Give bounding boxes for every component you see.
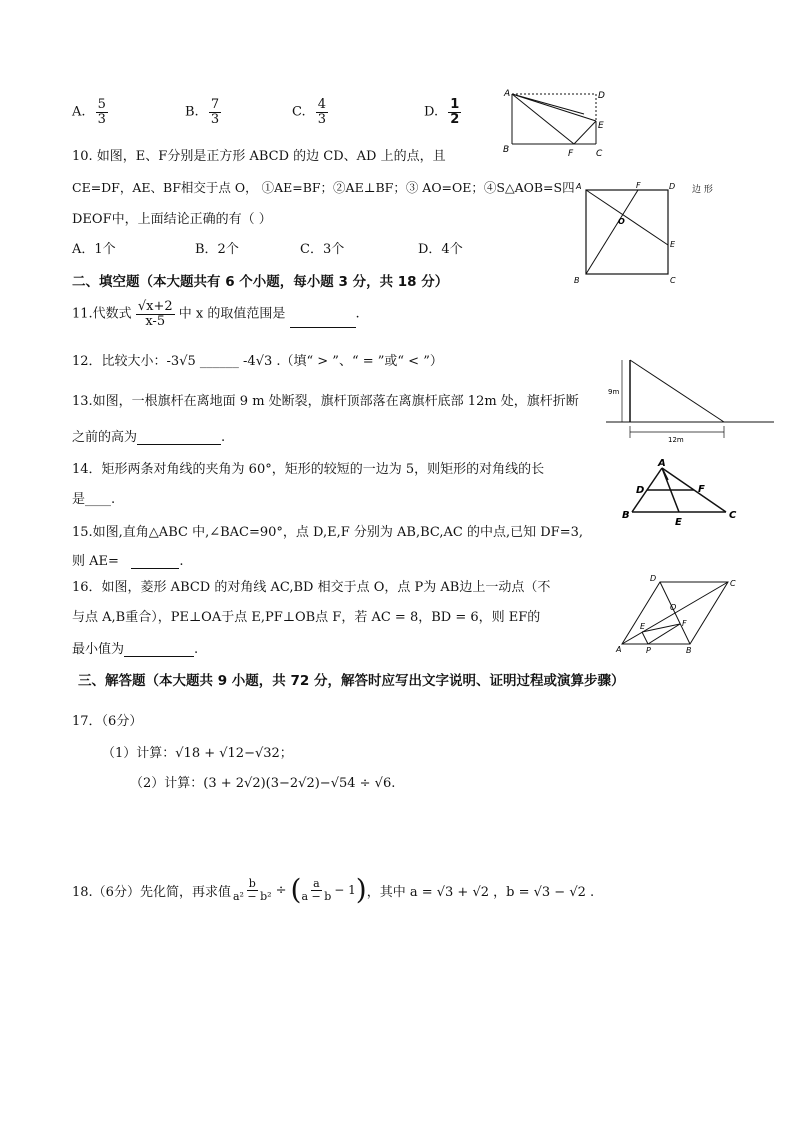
- svg-text:F: F: [698, 484, 705, 495]
- q16-line-2: 与点 A,B重合），PE⊥OA于点 E,PF⊥OB点 F，若 AC = 8，BD = 6，则 EF的: [72, 610, 541, 625]
- svg-text:E: E: [598, 121, 604, 131]
- svg-text:E: E: [640, 622, 646, 631]
- q10-choice-c: C．3个: [300, 242, 345, 257]
- q9-figure: [500, 86, 610, 158]
- q18: 18.（6分）先化简，再求值 $\frac{b}{\text{a² − b²}}$ ÷ ( $\frac{a}{a - b}$ − 1 ) ，其中 a = √3 + √2 ，b = √3 − √2 .: [72, 873, 595, 906]
- svg-text:A: A: [576, 182, 582, 191]
- q13-line-2: 之前的高为 .: [72, 430, 226, 445]
- svg-text:B: B: [503, 145, 510, 155]
- svg-text:C: C: [729, 510, 737, 521]
- section-3-heading: 三、解答题（本大题共 9 小题，共 72 分，解答时应写出文字说明、证明过程或演算步骤）: [78, 673, 625, 689]
- q9-option-a: A. $\frac{5}{3}$: [72, 97, 106, 127]
- svg-text:O: O: [618, 217, 625, 226]
- svg-text:B: B: [622, 510, 630, 521]
- svg-text:F: F: [568, 149, 574, 158]
- q16-figure: [614, 574, 742, 654]
- svg-text:C: C: [670, 276, 676, 285]
- q10-line-2: CE=DF，AE、BF相交于点 O， ①AE=BF；②AE⊥BF；③ AO=OE；④S△AOB=S四: [72, 180, 575, 195]
- q17-heading: 17．（6分）: [72, 714, 143, 729]
- svg-text:B: B: [686, 646, 692, 654]
- svg-text:A: A: [658, 458, 666, 469]
- q13-figure: [606, 354, 776, 444]
- section-2-heading: 二、填空题（本大题共有 6 个小题，每小题 3 分，共 18 分）: [72, 274, 449, 290]
- svg-text:F: F: [682, 619, 687, 628]
- svg-text:O: O: [670, 603, 677, 612]
- q10-figure: [570, 180, 682, 288]
- svg-text:9m: 9m: [608, 388, 620, 396]
- q9-option-b: B. $\frac{7}{3}$: [185, 97, 220, 127]
- q15-line-2: 则 AE= .: [72, 554, 184, 569]
- svg-text:A: A: [616, 645, 622, 654]
- q10-choice-d: D．4个: [418, 242, 463, 257]
- q10-choice-a: A．1个: [72, 242, 116, 257]
- q14-line-2: 是____.: [72, 492, 116, 507]
- q17-part-1: （1）计算：√18 + √12−√32；: [102, 746, 293, 761]
- q9-option-c: C. $\frac{4}{3}$: [292, 97, 327, 127]
- q9-option-d: D. $\frac{1}{2}$: [424, 97, 460, 127]
- q13-line-1: 13.如图，一根旗杆在离地面 9 m 处断裂，旗杆顶部落在离旗杆底部 12m 处，旗杆折断: [72, 394, 579, 409]
- q17-part-2: （2）计算：(3 + 2√2)(3−2√2)−√54 ÷ √6.: [130, 776, 396, 791]
- svg-text:12m: 12m: [668, 436, 684, 444]
- q15-line-1: 15.如图,直角△ABC 中,∠BAC=90°，点 D,E,F 分别为 AB,BC,AC 的中点,已知 DF=3,: [72, 525, 583, 540]
- svg-text:F: F: [636, 181, 641, 190]
- svg-text:D: D: [598, 91, 605, 101]
- svg-text:D: D: [669, 182, 676, 191]
- q16-line-3: 最小值为 .: [72, 642, 199, 657]
- svg-text:D: D: [636, 485, 645, 496]
- q11: 11.代数式 $\frac{√x+2}{x-5}$ 中 x 的取值范围是 .: [72, 299, 360, 329]
- svg-text:E: E: [670, 240, 676, 249]
- q14-line-1: 14．矩形两条对角线的夹角为 60°，矩形的较短的一边为 5，则矩形的对角线的长: [72, 462, 545, 477]
- q10-line-3: DEOF中，上面结论正确的有（ ）: [72, 212, 272, 227]
- q12: 12．比较大小：-3√5 ______ -4√3 .（填“ > ”、“ = ”或“ < ”）: [72, 354, 443, 369]
- svg-text:A: A: [504, 89, 511, 99]
- q15-figure: [618, 456, 746, 526]
- q10-choice-b: B．2个: [195, 242, 239, 257]
- svg-text:P: P: [646, 646, 651, 654]
- q10-line-2-tail: 边 形: [692, 185, 713, 195]
- q10-line-1: 10. 如图，E、F分别是正方形 ABCD 的边 CD、AD 上的点，且: [72, 149, 446, 164]
- q16-line-1: 16．如图，菱形 ABCD 的对角线 AC,BD 相交于点 O，点 P为 AB边上一动点（不: [72, 580, 551, 595]
- svg-text:E: E: [675, 517, 682, 526]
- svg-text:C: C: [596, 149, 603, 158]
- svg-text:C: C: [730, 579, 736, 588]
- svg-text:B: B: [574, 276, 580, 285]
- svg-text:D: D: [650, 574, 657, 583]
